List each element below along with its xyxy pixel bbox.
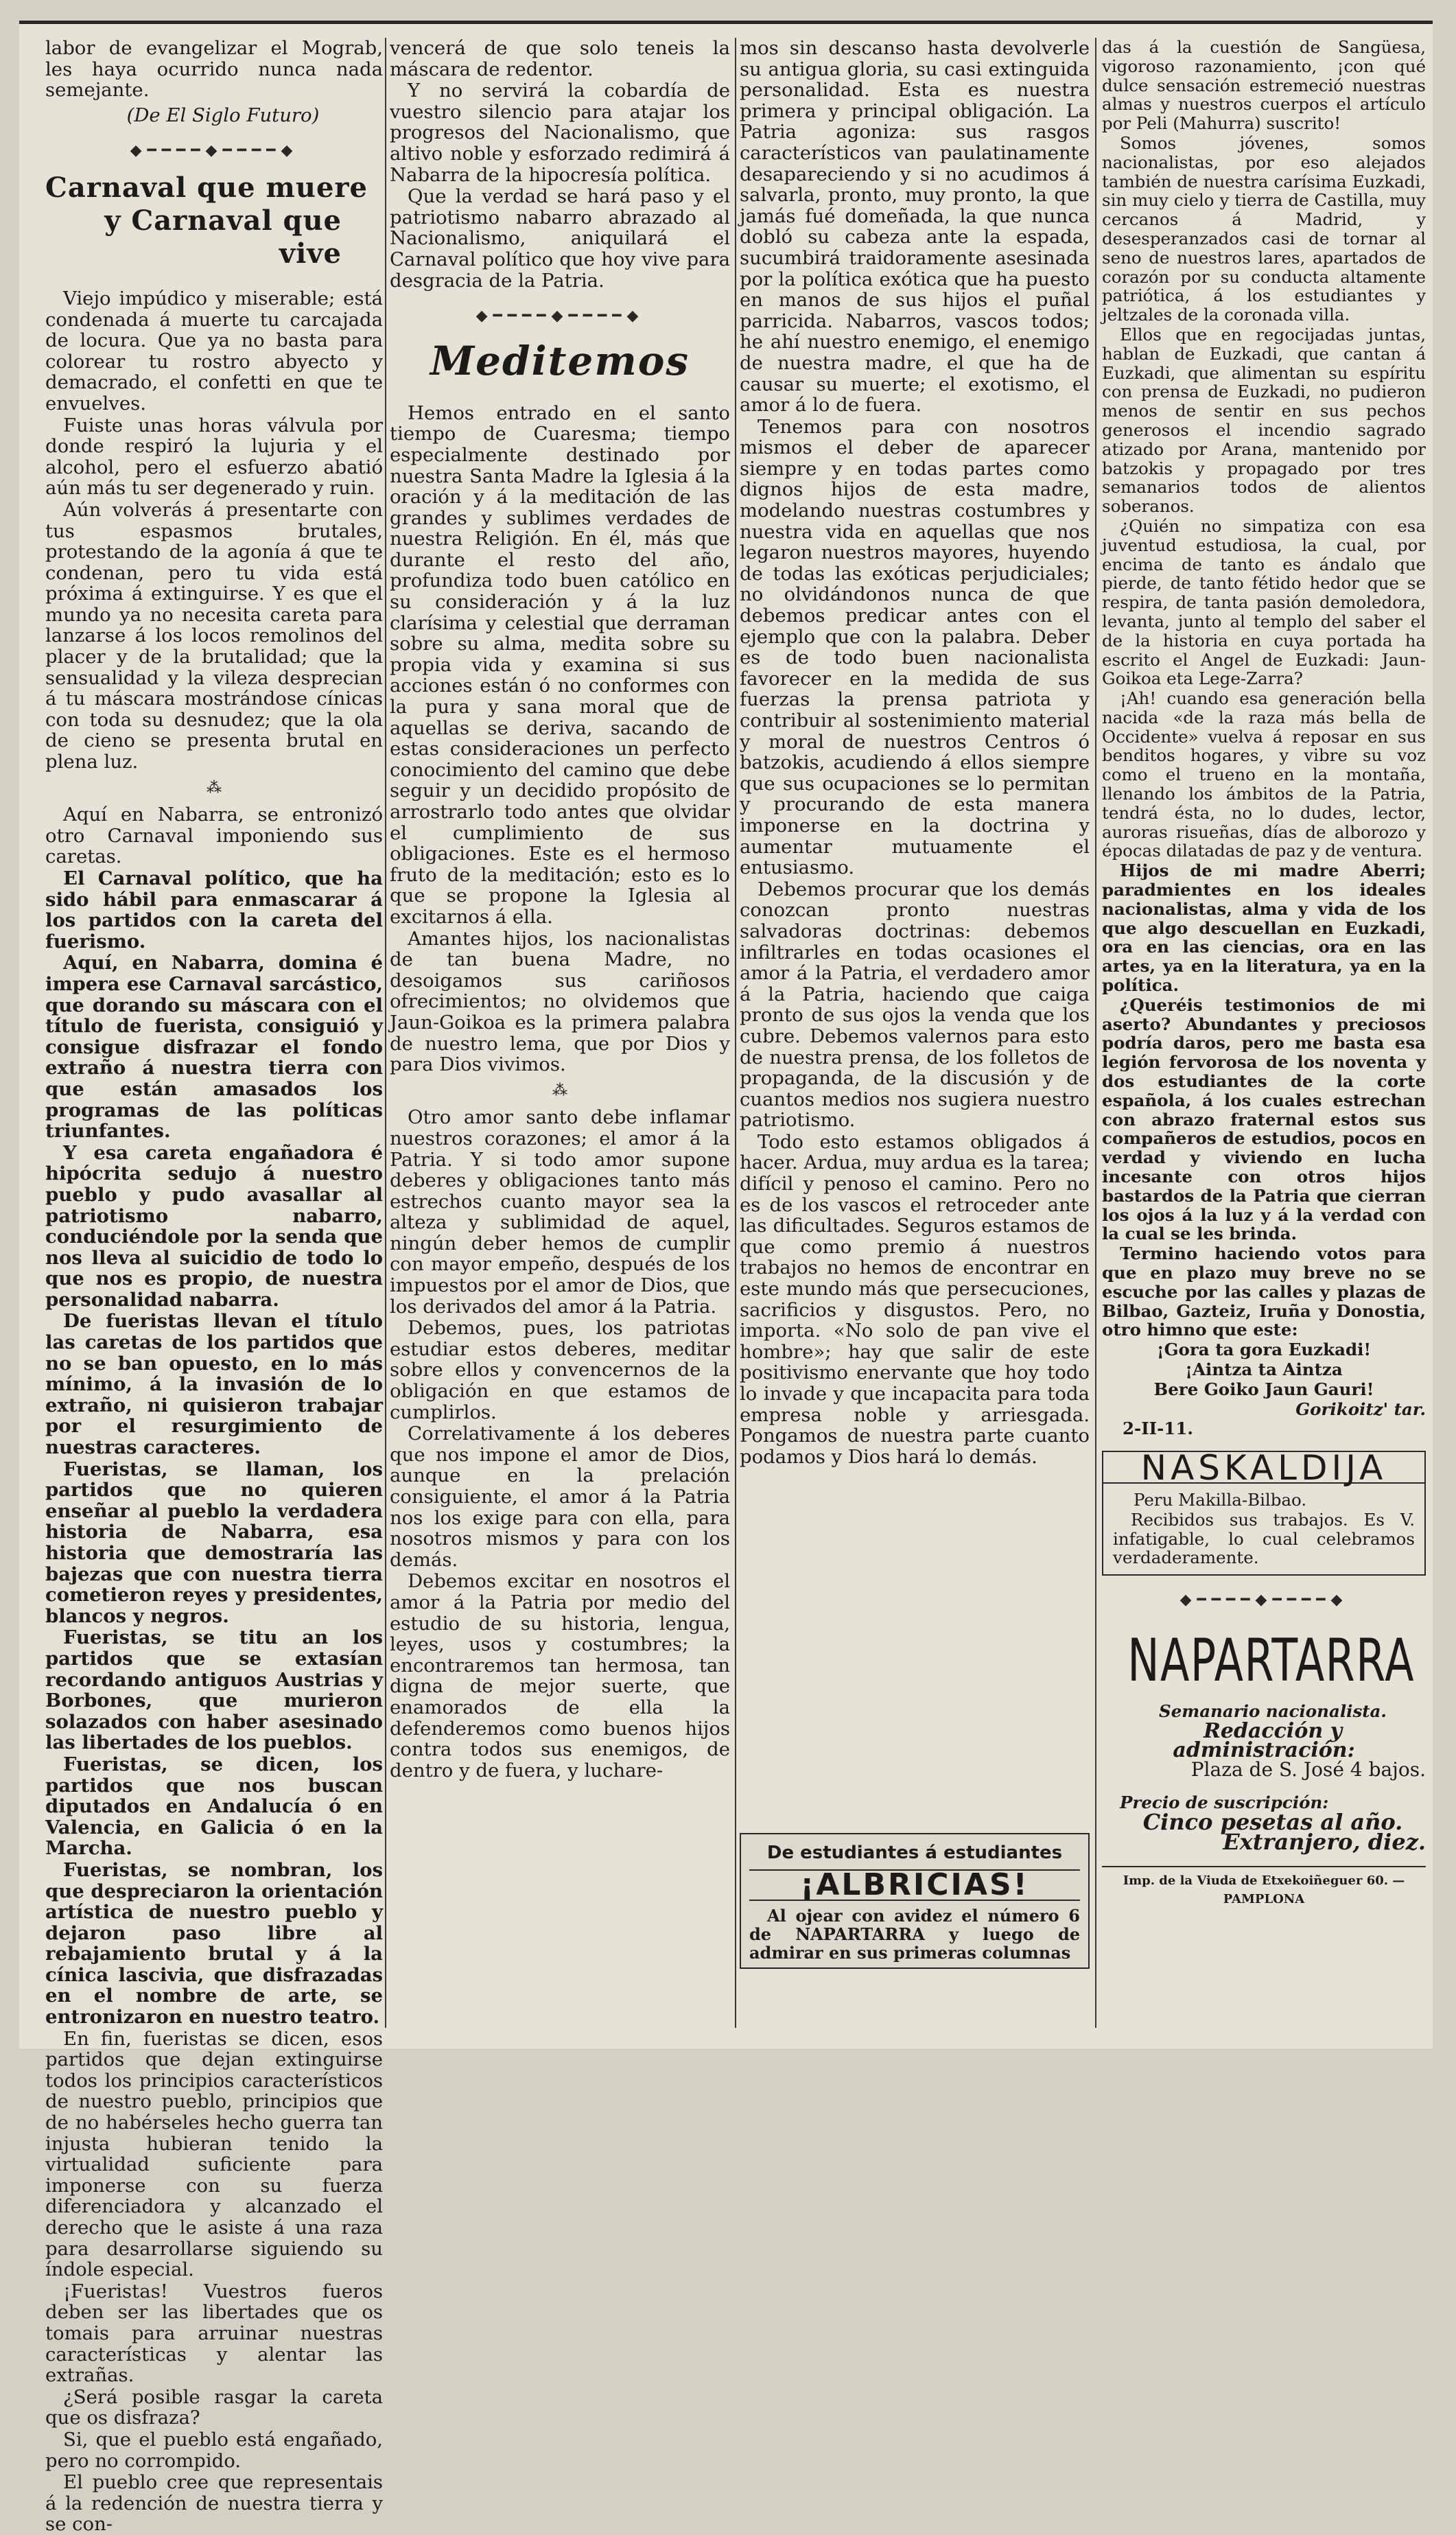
ad-precio: Precio de suscripción: [1120, 1792, 1329, 1813]
printer-footer: Imp. de la Viuda de Etxekoiñeguer 60. — PAMPLONA [1102, 1866, 1426, 1910]
ad-masthead: NAPARTARRA [1127, 1626, 1415, 1695]
paragraph: das á la cuestión de Sangüesa, vigoroso razonamiento, ¡con qué dulce sensación estremeció nuestras almas y nuestros cuerpos el artículo por Peli (Mahurra) suscrito! [1102, 37, 1426, 134]
source-credit: (De El Siglo Futuro) [126, 104, 320, 126]
paragraph: Somos jóvenes, somos nacionalistas, por eso alejados también de nuestra carísima Euzkadi, sin muy cielo y tierra de Castilla, muy cercanos á Madrid, y desesperanzados casi de tornar al seno de nuestros lares, apartados de corazón por su conducta altamente patriótica, á los estudiantes y jeltzales de la coronada villa. [1102, 132, 1426, 325]
paragraph: Debemos, pues, los patriotas estudiar estos deberes, meditar sobre ellos y convencernos de la obligación en que estamos de cumplirlos. [390, 1317, 730, 1423]
section-stars: ⁂ [207, 779, 222, 797]
paragraph: Debemos excitar en nosotros el amor á la Patria por medio del estudio de su historia, lengua, leyes, usos y costumbres; la encontraremos tan hermosa, tan digna de mejor suerte, que enamorados de ella la defenderemos como buenos hijos contra todos sus enemigos, de dentro y de fuera, y luchare- [390, 1570, 730, 1781]
paragraph: En fin, fueristas se dicen, esos partidos que dejan extinguirse todos los principios característicos de nuestro pueblo, principios que de no habérseles hecho guerra tan injusta hubieran tenido la virtualidad suficiente para imponerse con su fuerza diferenciadora y alcanzado el derecho que le asiste á una raza para desarrollarse siguiendo su índole especial. [45, 2027, 383, 2281]
column-2 [390, 38, 730, 2035]
paragraph: Hemos entrado en el santo tiempo de Cuaresma; tiempo especialmente destinado por nuestra Santa Madre la Iglesia á la oración y á la meditación de las grandes y sublimes verdades de nuestra Religión. En él, más que durante el resto del año, profundiza todo buen católico en su consideración y á la luz clarísima y celestial que derraman sobre su alma, medita sobre su propia vida y examina si sus acciones están ó no conformes con la pura y sana moral que de aquellas se deriva, sacando de estas consideraciones un perfecto conocimiento del camino que debe seguir y un decidido propósito de arrostrarlo todo antes que olvidar el cumplimiento de sus obligaciones. Este es el hermoso fruto de la meditación; esto es lo que se propone la Iglesia al excitarnos á ella. [390, 401, 730, 928]
paragraph: ¡Fueristas! Vuestros fueros deben ser las libertades que os tomais para arruinar nuestras características y alentar las extrañas. [45, 2280, 383, 2387]
paragraph: Viejo impúdico y miserable; está condenada á muerte tu carcajada de locura. Que ya no basta para colorear tu rostro abyecto y demacrado, el confetti en que te envuelves. [45, 287, 383, 414]
paragraph: Si, que el pueblo está engañado, pero no corrompido. [45, 2428, 383, 2472]
box-headline: ¡ALBRICIAS! [749, 1869, 1080, 1902]
paragraph: mos sin descanso hasta devolverle su antigua gloria, su casi extinguida personalidad. Esta es nuestra primera y principal obligación. La Patria agoniza: sus rasgos característicos van paulatinamente desapareciendo y si no acudimos á salvarla, pronto, muy pronto, la que jamás fué domeñada, la que nunca dobló su cabeza ante la espada, sucumbirá traidoramente asesinada por la política exótica que ha puesto en manos de sus hijos el puñal parricida. Nabarros, vascos todos; he ahí nuestro enemigo, el enemigo de nuestra madre, el que ha de causar su muerte; el exotismo, el amor á lo de fuera. [740, 37, 1090, 417]
column-3 [740, 38, 1090, 2035]
student-notice-box [740, 1833, 1090, 1969]
paragraph: Fuiste unas horas válvula por donde respiró la lujuria y el alcohol, pero el esfuerzo abatió aún más tu ser degenerado y ruin. [45, 414, 383, 500]
paragraph: El Carnaval político, que ha sido hábil para enmascarar á los partidos con la careta del fuerismo. [45, 867, 383, 953]
headline-line-2: y Carnaval que vive [104, 204, 342, 270]
ad-price-year: Cinco pesetas al año. [1142, 1808, 1403, 1835]
paragraph: Fueristas, se llaman, los partidos que no quieren enseñar al pueblo la verdadera historia de Nabarra, esa historia que demostraría las bajezas que con nuestra tierra cometieron reyes y presidentes, blancos y negros. [45, 1458, 383, 1627]
column-rule [385, 38, 386, 2028]
paragraph: Ellos que en regocijadas juntas, hablan de Euzkadi, que cantan á Euzkadi, que alimentan su espíritu con prensa de Euzkadi, no pudieron menos de sentir en sus pechos generosos el incendio sagrado atizado por Arana, mantenido por batzokis y propagado por tres semanarios todos de alientos soberanos. [1102, 324, 1426, 517]
paragraph: Y esa careta engañadora é hipócrita sedujo á nuestro pueblo y pudo avasallar al patriotismo nabarro, conduciéndole por la senda que nos lleva al suicidio de todo lo que nos es propio, de nuestra personalidad nabarra. [45, 1141, 383, 1311]
paragraph: Aún volverás á presentarte con tus espasmos brutales, protestando de la agonía á que te condenan, pero tu vida está próxima á extinguirse. Y es que el mundo ya no necesita careta para lanzarse á los locos remolinos del placer y de la brutalidad; que la sensualidad y la vileza desprecian á tu máscara mostrándose cínicas con toda su desnudez; que la ola de cieno se presenta brutal en plena luz. [45, 498, 383, 773]
notice-line: Recibidos sus trabajos. Es V. infatigable, lo cual celebramos verdaderamente. [1113, 1509, 1415, 1568]
paragraph: Termino haciendo votos para que en plazo muy breve no se escuche por las calles y plazas de Bilbao, Gazteiz, Iruña y Donostia, otro himno que este: [1102, 1243, 1426, 1340]
paragraph: Otro amor santo debe inflamar nuestros corazones; el amor á la Patria. Y si todo amor supone deberes y obligaciones tanto más estrechos cuanto mayor sea la alteza y sublimidad de aquel, ningún deber hemos de cumplir con mayor empeño, después de los impuestos por el amor de Dios, que los derivados del amor á la Patria. [390, 1106, 730, 1318]
verse-line: ¡Gora ta gora Euzkadi! [1156, 1340, 1372, 1360]
paragraph: ¿Queréis testimonios de mi aserto? Abundantes y preciosos podría daros, pero me basta esa legión fervorosa de los noventa y dos estudiantes de la corte española, á los cuales estrechan con abrazo fraternal estos sus compañeros de estudios, pocos en verdad y viviendo en lucha incesante con otros hijos bastardos de la Patria que cierran los ojos á la luz y á la verdad con la cual se les brinda. [1102, 994, 1426, 1244]
paragraph: Fueristas, se nombran, los que despreciaron la orientación artística de nuestro pueblo y dejaron paso libre al rebajamiento brutal y á la cínica lascivia, que disfrazadas en el nombre de arte, se entronizaron en nuestro teatro. [45, 1858, 383, 2029]
verse-line: Bere Goiko Jaun Gauri! [1153, 1379, 1374, 1399]
newspaper-page [19, 21, 1433, 2535]
column-rule [1095, 38, 1096, 2028]
article-headline [45, 172, 383, 270]
column-4 [1102, 38, 1426, 2035]
paragraph: Hijos de mi madre Aberri; paradmientes en los ideales nacionalistas, alma y vida de los que algo descuellan en Euzkadi, ora en las ciencias, ora en las artes, ya en la literatura, ya en la política. [1102, 861, 1426, 996]
verse-line: ¡Aintza ta Aintza [1185, 1359, 1343, 1379]
napartarra-advertisement [1102, 1626, 1426, 1855]
article-headline: Meditemos [430, 337, 690, 384]
paragraph: ¡Ah! cuando esa generación bella nacida «de la raza más bella de Occidente» vuelva á reposar en sus benditos hogares, y vibre su voz como el trueno en la montaña, llenando los ámbitos de la Patria, tendrá ésta, no lo dudes, lector, auroras risueñas, días de alborozo y épocas dilatadas de paz y de ventura. [1102, 688, 1426, 861]
ad-redaccion: Redacción y administración: [1173, 1718, 1355, 1762]
paragraph: Aquí en Nabarra, se entronizó otro Carnaval imponiendo sus caretas. [45, 804, 383, 868]
headline-line-1: Carnaval que muere [45, 171, 368, 204]
paragraph: ¿Será posible rasgar la careta que os disfraza? [45, 2385, 383, 2429]
paragraph: De fueristas llevan el título las caretas de los partidos que no se ban opuesto, en lo más mínimo, á la invasión de lo extraño, ni quisieron trabajar por el resurgimiento de nuestras caracteres. [45, 1310, 383, 1459]
ad-price-abroad: Extranjero, diez. [1223, 1828, 1426, 1855]
notice-line: Peru Makilla-Bilbao. [1134, 1489, 1307, 1510]
notice-title: NASKALDIJA [1103, 1452, 1424, 1484]
ornament-divider: ◆━━━━◆━━━━◆ [130, 142, 298, 160]
paragraph: Todo esto estamos obligados á hacer. Ardua, muy ardua es la tarea; difícil y penoso el camino. Pero no es de los vascos el retroceder ante las dificultades. Seguros estamos de que como premio á nuestros trabajos no hemos de encontrar en este mundo más que persecuciones, sacrificios y disgustos. Pero, no importa. «No solo de pan vive el hombre»; hay que salir de este positivismo enervante que hoy todo lo invade y que incapacita para toda empresa noble y arriesgada. Pongamos de nuestra parte cuanto podamos y Dios hará lo demás. [740, 1130, 1090, 1468]
paragraph: Amantes hijos, los nacionalistas de tan buena Madre, no desoigamos sus cariñosos ofrecimientos; no olvidemos que Jaun-Goikoa es la primera palabra de nuestro lema, que por Dios y para Dios vivimos. [390, 927, 730, 1076]
box-title: De estudiantes á estudiantes [766, 1843, 1063, 1863]
paragraph: ¿Quién no simpatiza con esa juventud estudiosa, la cual, por encima de tanto es ándalo que pierde, de tanto fétido hedor que se respira, de tanta pasión demoledora, levanta, junto al templo del saber el de la historia en cuya portada ha escrito el Angel de Euzkadi: Jaun-Goikoa eta Lege-Zarra? [1102, 515, 1426, 689]
paragraph: Debemos procurar que los demás conozcan pronto nuestras salvadoras doctrinas: debemos infiltrarles en todas ocasiones el amor á la Patria, el verdadero amor á la Patria, haciendo que caiga pronto de sus ojos la venda que los cubre. Debemos valernos para esto de nuestra prensa, de los folletos de propaganda, de la discusión y de cuantos medios nos sugiera nuestro patriotismo. [740, 878, 1090, 1132]
ad-subtitle: Semanario nacionalista. [1159, 1701, 1387, 1721]
paragraph: Y no servirá la cobardía de vuestro silencio para atajar los progresos del Nacionalismo, que altivo noble y esforzado redimirá á Nabarra de la hipocresía política. [390, 80, 730, 186]
naskaldija-notice [1102, 1448, 1426, 1576]
column-rule [735, 38, 736, 2028]
paragraph: Correlativamente á los deberes que nos impone el amor de Dios, aunque en la prelación consiguiente, el amor á la Patria nos los exige para con ella, para nosotros mismos y para con los demás. [390, 1423, 730, 1571]
paragraph: El pueblo cree que representais á la redención de nuestra tierra y se con- [45, 2471, 383, 2535]
ornament-divider: ◆━━━━◆━━━━◆ [1179, 1591, 1348, 1609]
paragraph: Tenemos para con nosotros mismos el deber de aparecer siempre y en todas partes como dignos hijos de esta madre, modelando nuestras costumbres y nuestra vida en aquellas que nos legaron nuestros mayores, huyendo de todas las exóticas perjudiciales; no olvidándonos nunca de que debemos predicar antes con el ejemplo que con la palabra. Deber es de todo buen nacionalista favorecer en la medida de sus fuerzas la prensa patriota y contribuir al sostenimiento material y moral de nuestros Centros ó batzokis, acudiendo á ellos siempre que sus ocupaciones se lo permitan y procurando de esta manera imponerse en la doctrina y aumentar mutuamente el entusiasmo. [740, 415, 1090, 879]
ornament-divider: ◆━━━━◆━━━━◆ [475, 307, 644, 325]
section-stars: ⁂ [552, 1082, 567, 1099]
author-signature: Gorikoitz' tar. [1295, 1399, 1426, 1419]
paragraph: Aquí, en Nabarra, domina é impera ese Carnaval sarcástico, que dorando su máscara con el título de fuerista, consiguió y consigue disfrazar el fondo extraño á nuestra tierra con que están amasados los programas de las políticas triunfantes. [45, 952, 383, 1143]
paragraph: Fueristas, se titu an los partidos que se extasían recordando antiguos Austrias y Borbones, que murieron solazados con haber asesinado las libertades de los pueblos. [45, 1626, 383, 1754]
column-1 [45, 37, 383, 2535]
article-date: 2-II-11. [1123, 1418, 1193, 1439]
paragraph: Fueristas, se dicen, los partidos que nos buscan diputados en Andalucía ó en Valencia, en Galicia ó en la Marcha. [45, 1753, 383, 1860]
paragraph: Que la verdad se hará paso y el patriotismo nabarro abrazado al Nacionalismo, aniquilará el Carnaval político que hoy vive para desgracia de la Patria. [390, 185, 730, 292]
ad-address: Plaza de S. José 4 bajos. [1190, 1758, 1426, 1781]
paragraph: labor de evangelizar el Mograb, les haya ocurrido nunca nada semejante. [45, 37, 383, 102]
paragraph: vencerá de que solo teneis la máscara de redentor. [390, 37, 730, 80]
box-text: Al ojear con avidez el número 6 de NAPARTARRA y luego de admirar en sus primeras columnas [749, 1906, 1080, 1963]
